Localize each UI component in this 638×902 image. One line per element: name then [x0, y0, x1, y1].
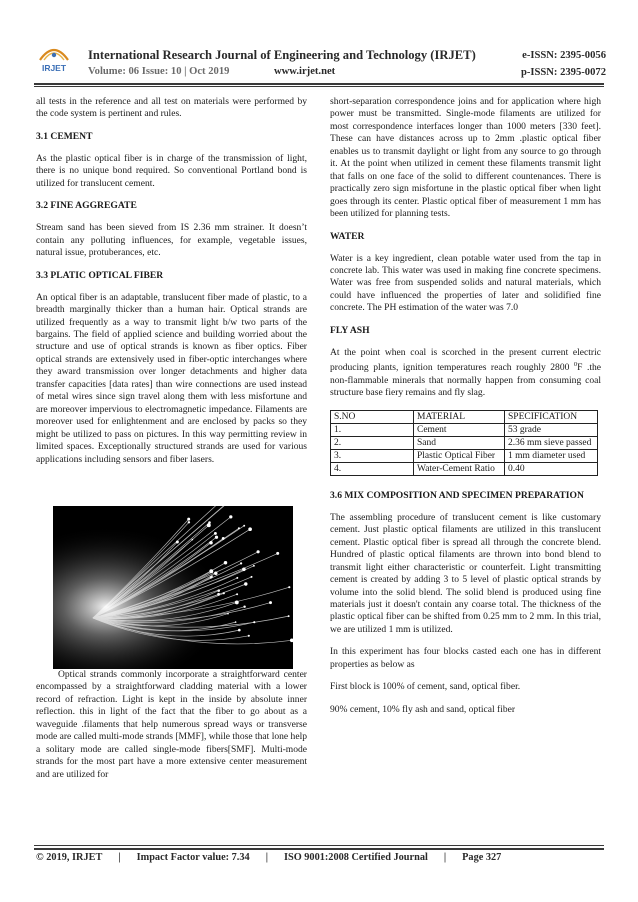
footer-separator: | [443, 852, 447, 863]
mix-composition-paragraph: The assembling procedure of translucent cement is like customary cement. Just plastic optical filaments are utilized in this translucent cement. Plastic optical fiber is spread all through the concrete blend. Hundred of plastic optical filaments are thrown into bond blend to transmit light either characteristic or counterfeit. Light transmitting cement is created by adding 3 to 5 level of plastic optical strands by volume into the solid blend. The solid blend is produced using fine materials just it doesn't contain any coarse total. The thickness of the plastic optical fiber can be shifted from 0.25 mm to 2 mm. In this trial, we are utilized 1 mm is utilized. [330, 511, 601, 635]
svg-text:IRJET: IRJET [41, 63, 67, 73]
cell-sno: 3. [331, 449, 414, 462]
right-column [330, 96, 601, 726]
footer-impact-factor: Impact Factor value: 7.34 [136, 852, 250, 863]
cell-specification: 53 grade [505, 423, 598, 436]
cell-sno: 1. [331, 423, 414, 436]
intro-paragraph: all tests in the reference and all test on materials were performed by the code system is pertinent and rules. [36, 96, 307, 120]
first-block-paragraph: First block is 100% of cement, sand, optical fiber. [330, 681, 521, 693]
heading-fine-aggregate: 3.2 FINE AGGREGATE [36, 200, 137, 212]
water-paragraph: Water is a key ingredient, clean potable water used from the tap in concrete lab. This water was used in making fine concrete specimens. Water was free from suspended solids and natural materials, which could have influenced the properties of later and solidified fine concrete. The PH estimation of the water was 7.0 [330, 252, 601, 314]
header-rule-thin [34, 86, 604, 87]
cell-sno: 2. [331, 436, 414, 449]
optical-fiber-paragraph: An optical fiber is an adaptable, translucent fiber made of plastic, to a breadth marginally thicker than a human hair. Optical strands are utilized frequently as a way to transmit light b/w two parts of the bargains. The field of applied science and building worried about the structure and use of optical strands is known as fiber optics. Fiber optical strands are extensively used in fiber-optic interchanges where they award transmission over longer detachments and higher data transfer capacities [data rates] than wire connections are used instead of metal wires since sign travel along them with less misfortune and are moreover impervious to electromagnetic impedance. Filaments are moreover used for enlightenment and are enclosed by packs so they might be utilized to pass on pictures. In this way permitting review in limited spaces. Exceptionally structured strands are used for various applications including sensors and fiber lasers. [36, 291, 307, 465]
fine-aggregate-paragraph: Stream sand has been sieved from IS 2.36 mm strainer. It doesn’t contain any polluting influences, for example, vegetable issues, natural issue, protuberances, etc. [36, 222, 307, 259]
after-photo-paragraph: Optical strands commonly incorporate a straightforward center encompassed by a straightforward cladding material with a lower record of refraction. Light is kept in the inside by absolute inner reflection. this in light of the fact that the fiber to go about as a waveguide .filaments that help numerous spread ways or transverse mode are called multi-mode strands [MMF], while those that lone help a solitary mode are called single-mode fibers[SMF]. Multi-mode strands for the most part have a more extensive center measurement and are utilized for [36, 668, 307, 780]
cement-paragraph: As the plastic optical fiber is in charge of the transmission of light, there is no unique bond required. So conventional Portland bond is utilized for translucent cement. [36, 152, 307, 189]
cell-material: Sand [414, 436, 505, 449]
volume-info: Volume: 06 Issue: 10 | Oct 2019 [88, 66, 230, 77]
table-row [331, 462, 598, 475]
materials-table [330, 410, 598, 476]
header-material: MATERIAL [414, 410, 505, 423]
header-rule [34, 83, 604, 85]
journal-title: International Research Journal of Engineering and Technology (IRJET) [88, 48, 476, 62]
irjet-logo [36, 42, 72, 74]
footer-separator: | [265, 852, 268, 863]
fly-ash-text-b: F .the non-flammable minerals that normally happen from consuming coal structure base fiery remains and fly slag. [330, 362, 602, 399]
footer-rule-thin [34, 845, 604, 846]
footer-rule [34, 848, 604, 850]
eissn: e-ISSN: 2395-0056 [522, 50, 606, 61]
cell-material: Water-Cement Ratio [414, 462, 505, 475]
degree-superscript: 0 [573, 361, 578, 369]
continued-paragraph: short-separation correspondence joins and for application where high power must be transmitted. Single-mode filaments are utilized for most correspondence interfaces longer than 1000 meters [330 feet]. These can have distances across up to 2mm .plastic optical fiber enables us to transmit daylight or light from any source to go through it. At the point when utilized in cement these filaments transmit light that falls on one face of the solid to different countenances. There is practically zero sign misfortune in the plastic optical fiber when light goes through its center. Plastic optical fiber of measurement 1 mm has been utilized for planning tests. [330, 96, 601, 220]
cell-material: Cement [414, 423, 505, 436]
footer-separator: | [118, 852, 121, 863]
heading-mix-composition: 3.6 MIX COMPOSITION AND SPECIMEN PREPARATION [330, 489, 584, 501]
cell-specification: 0.40 [505, 462, 598, 475]
cell-specification: 2.36 mm sieve passed [505, 436, 598, 449]
second-block-paragraph: 90% cement, 10% fly ash and sand, optical fiber [330, 703, 516, 715]
footer-copyright: © 2019, IRJET [36, 852, 103, 863]
heading-fly-ash: FLY ASH [330, 324, 370, 336]
table-header-row [331, 410, 598, 423]
journal-website: www.irjet.net [274, 66, 336, 77]
page-footer [36, 852, 501, 863]
pissn: p-ISSN: 2395-0072 [520, 67, 606, 78]
fly-ash-text-a: At the point when coal is scorched in the present current electric producing plants, ignition temperatures reach roughly 2800 [330, 346, 601, 374]
left-column [36, 96, 307, 791]
cell-material: Plastic Optical Fiber [414, 449, 505, 462]
experiment-paragraph: In this experiment has four blocks casted each one has in different properties as below as [330, 646, 601, 670]
cell-sno: 4. [331, 462, 414, 475]
table-row [331, 449, 598, 462]
header-sno: S.NO [331, 410, 414, 423]
table-row [331, 436, 598, 449]
table-row [331, 423, 598, 436]
page-header [0, 0, 638, 88]
optical-fiber-photo [53, 506, 293, 669]
heading-optical-fiber: 3.3 PLATIC OPTICAL FIBER [36, 269, 164, 281]
fly-ash-paragraph [330, 347, 601, 400]
header-specification: SPECIFICATION [505, 410, 598, 423]
heading-cement: 3.1 CEMENT [36, 130, 93, 142]
cell-specification: 1 mm diameter used [505, 449, 598, 462]
footer-iso: ISO 9001:2008 Certified Journal [283, 852, 428, 863]
heading-water: WATER [330, 230, 365, 242]
footer-page-number: Page 327 [462, 852, 502, 863]
